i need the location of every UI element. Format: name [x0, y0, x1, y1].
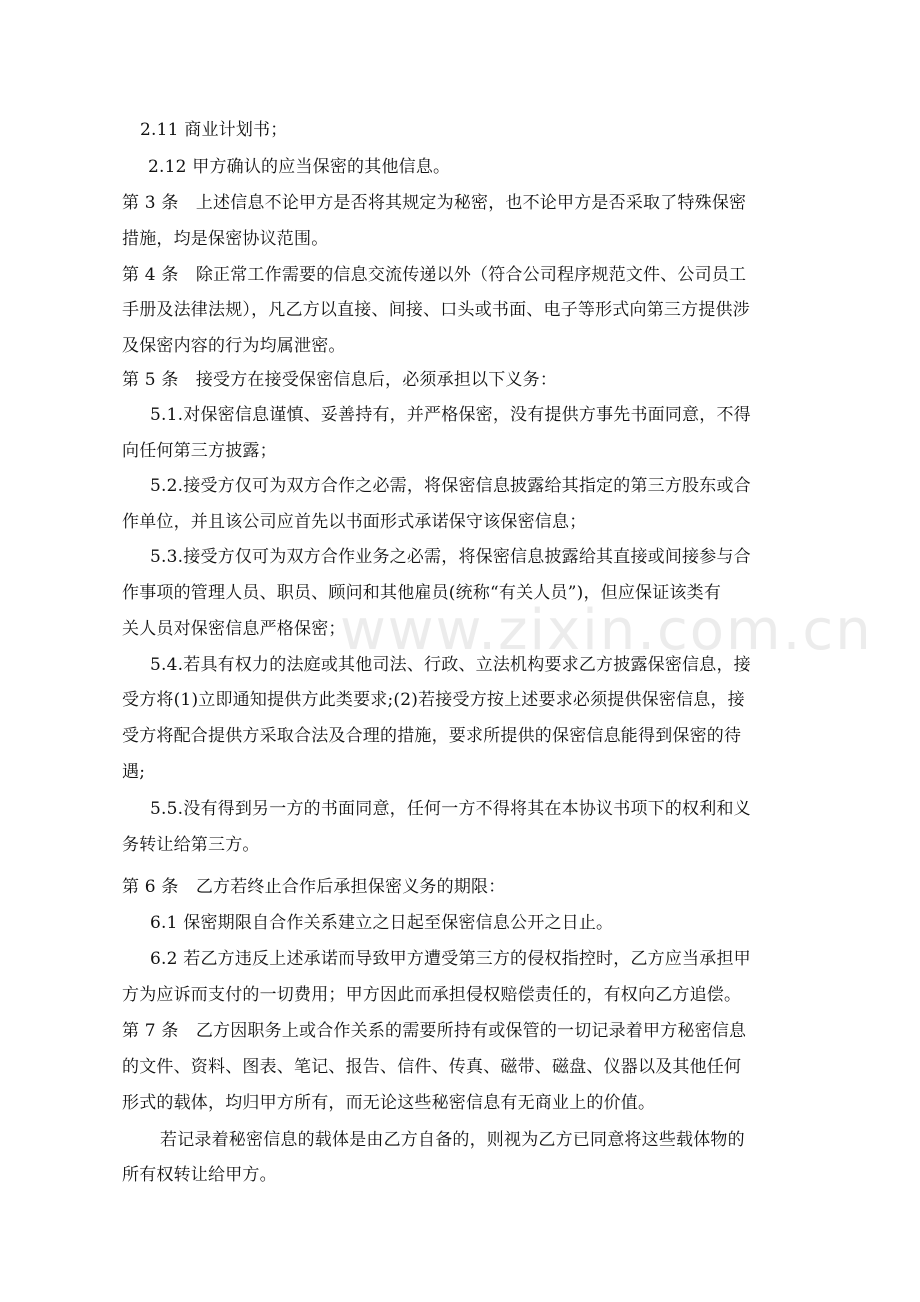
text-line: 向任何第三方披露； — [122, 441, 277, 461]
text-line: 务转让给第三方。 — [122, 835, 260, 855]
text-line: 方为应诉而支付的一切费用；甲方因此而承担侵权赔偿责任的，有权向乙方追偿。 — [122, 985, 742, 1005]
text-line: 第 5 条 接受方在接受保密信息后，必须承担以下义务： — [122, 370, 558, 390]
text-line: 6.2 若乙方违反上述承诺而导致甲方遭受第三方的侵权指控时，乙方应当承担甲 — [150, 949, 751, 969]
text-line: 第 3 条 上述信息不论甲方是否将其规定为秘密，也不论甲方是否采取了特殊保密 — [122, 193, 747, 213]
watermark: www.zixin.com.cn — [340, 598, 873, 663]
text-line: 第 7 条 乙方因职务上或合作关系的需要所持有或保管的一切记录着甲方秘密信息 — [122, 1021, 747, 1041]
text-line: 受方将(1)立即通知提供方此类要求;(2)若接受方按上述要求必须提供保密信息，接 — [122, 690, 745, 710]
text-line: 的文件、资料、图表、笔记、报告、信件、传真、磁带、磁盘、仪器以及其他任何 — [122, 1057, 742, 1077]
text-line: 手册及法律法规），凡乙方以直接、间接、口头或书面、电子等形式向第三方提供涉 — [122, 300, 750, 320]
text-line: 受方将配合提供方采取合法及合理的措施，要求所提供的保密信息能得到保密的待 — [122, 726, 742, 746]
text-line: 若记录着秘密信息的载体是由乙方自备的，则视为乙方已同意将这些载体物的 — [160, 1130, 745, 1150]
text-line: 所有权转让给甲方。 — [122, 1165, 277, 1185]
text-line: 第 6 条 乙方若终止合作后承担保密义务的期限： — [122, 877, 506, 897]
text-line: 5.4.若具有权力的法庭或其他司法、行政、立法机构要求乙方披露保密信息，接 — [150, 655, 751, 675]
text-line: 遇; — [122, 762, 146, 782]
text-line: 第 4 条 除正常工作需要的信息交流传递以外（符合公司程序规范文件、公司员工 — [122, 265, 747, 285]
text-line: 5.1.对保密信息谨慎、妥善持有，并严格保密，没有提供方事先书面同意，不得 — [150, 405, 751, 425]
text-line: 5.2.接受方仅可为双方合作之必需，将保密信息披露给其指定的第三方股东或合 — [150, 476, 751, 496]
text-line: 措施，均是保密协议范围。 — [122, 229, 329, 249]
text-line: 作单位，并且该公司应首先以书面形式承诺保守该保密信息； — [122, 512, 587, 532]
text-line: 6.1 保密期限自合作关系建立之日起至保密信息公开之日止。 — [150, 913, 614, 933]
text-line: 2.11 商业计划书； — [140, 120, 288, 140]
text-line: 5.5.没有得到另一方的书面同意，任何一方不得将其在本协议书项下的权利和义 — [150, 799, 751, 819]
text-line: 形式的载体，均归甲方所有，而无论这些秘密信息有无商业上的价值。 — [122, 1093, 656, 1113]
text-line: 2.12 甲方确认的应当保密的其他信息。 — [148, 157, 451, 177]
text-line: 及保密内容的行为均属泄密。 — [122, 336, 346, 356]
text-line: 关人员对保密信息严格保密； — [122, 619, 346, 639]
text-line: 5.3.接受方仅可为双方合作业务之必需，将保密信息披露给其直接或间接参与合 — [150, 547, 751, 567]
text-line: 作事项的管理人员、职员、顾问和其他雇员(统称“有关人员”)，但应保证该类有 — [122, 583, 722, 603]
